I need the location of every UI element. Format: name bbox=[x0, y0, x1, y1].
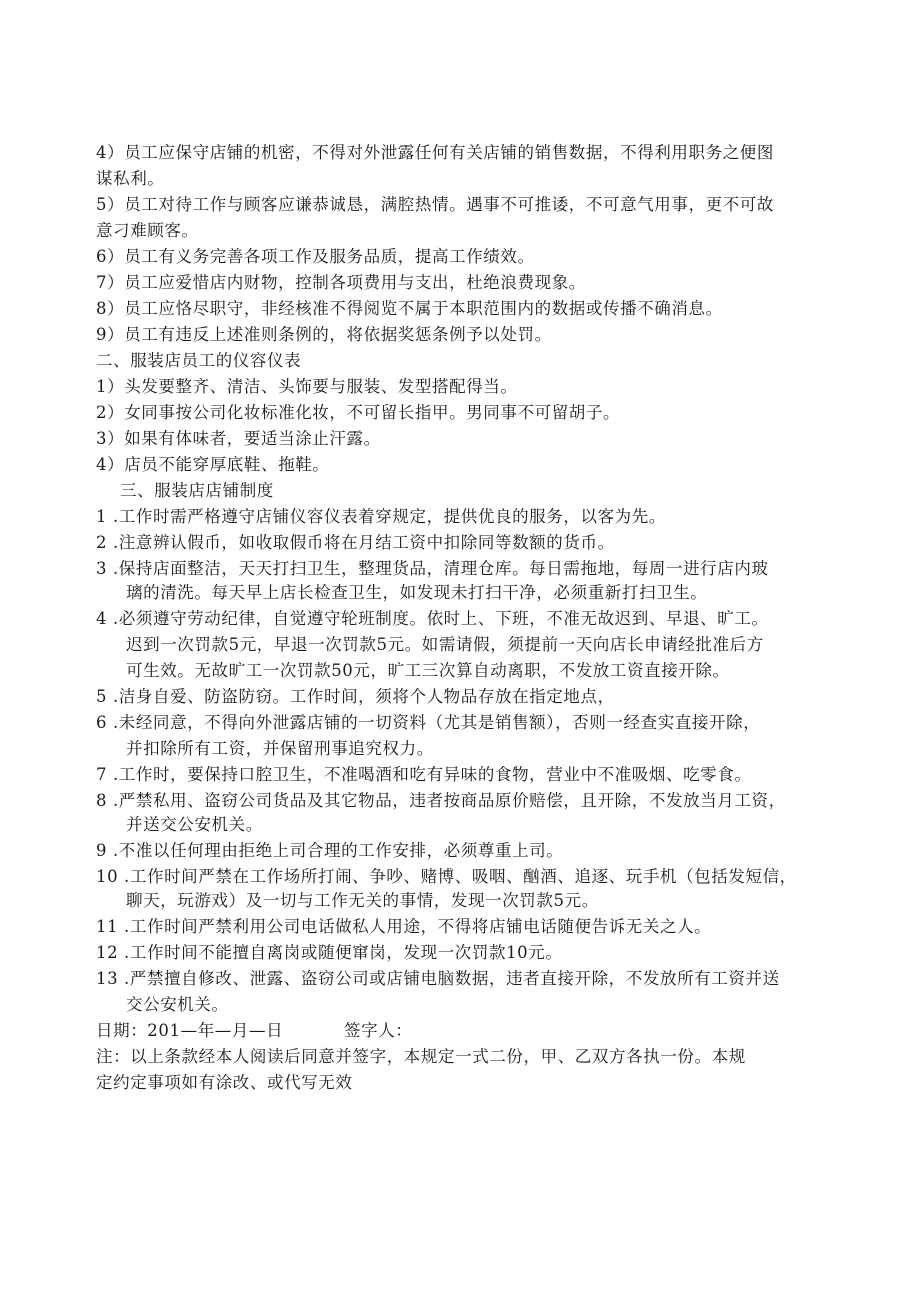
store-rule-8-line-1: 8 .严禁私用、盗窃公司货品及其它物品，违者按商品原价赔偿，且开除，不发放当月工资， bbox=[96, 791, 786, 810]
appearance-item-3: 3）如果有体味者，要适当涂止汗露。 bbox=[96, 429, 381, 448]
rule-6: 6）员工有义务完善各项工作及服务品质，提高工作绩效。 bbox=[96, 247, 535, 266]
rule-7: 7）员工应爱惜店内财物，控制各项费用与支出，杜绝浪费现象。 bbox=[96, 273, 586, 292]
store-rule-4-line-3: 可生效。无故旷工一次罚款50元，旷工三次算自动离职，不发放工资直接开除。 bbox=[126, 661, 730, 680]
appearance-item-1: 1）头发要整齐、清洁、头饰要与服装、发型搭配得当。 bbox=[96, 377, 518, 396]
store-rule-2: 2 .注意辨认假币，如收取假币将在月结工资中扣除同等数额的货币。 bbox=[96, 533, 615, 552]
rule-8: 8）员工应恪尽职守，非经核准不得阅览不属于本职范围内的数据或传播不确消息。 bbox=[96, 299, 723, 318]
date-field: 日期：201—年—月—日 bbox=[96, 1021, 284, 1040]
note-line-2: 定约定事项如有涂改、或代写无效 bbox=[96, 1073, 353, 1092]
note-line-1: 注：以上条款经本人阅读后同意并签字，本规定一式二份，甲、乙双方各执一份。本规 bbox=[96, 1047, 746, 1066]
store-rule-4-line-1: 4 .必须遵守劳动纪律，自觉遵守轮班制度。依时上、下班，不准无故迟到、早退、旷工。 bbox=[96, 609, 769, 628]
appearance-item-4: 4）店员不能穿厚底鞋、拖鞋。 bbox=[96, 455, 330, 474]
store-rule-6-line-1: 6 .未经同意，不得向外泄露店铺的一切资料（尤其是销售额），否则一经查实直接开除， bbox=[96, 713, 761, 732]
store-rule-11: 11 .工作时间严禁利用公司电话做私人用途，不得将店铺电话随便告诉无关之人。 bbox=[96, 917, 712, 936]
store-rule-7: 7 .工作时，要保持口腔卫生，不准喝酒和吃有异味的食物，营业中不准吸烟、吃零食。 bbox=[96, 765, 752, 784]
store-rule-1: 1 .工作时需严格遵守店铺仪容仪表着穿规定，提供优良的服务，以客为先。 bbox=[96, 507, 666, 526]
store-rule-13-line-1: 13 .严禁擅自修改、泄露、盗窃公司或店铺电脑数据，违者直接开除，不发放所有工资并送 bbox=[96, 969, 780, 988]
section-3-heading: 三、服装店店铺制度 bbox=[120, 481, 274, 500]
signature-field: 签字人： bbox=[344, 1021, 413, 1040]
store-rule-6-line-2: 并扣除所有工资，并保留刑事追究权力。 bbox=[126, 739, 434, 758]
store-rule-13-line-2: 交公安机关。 bbox=[126, 995, 229, 1014]
store-rule-8-line-2: 并送交公安机关。 bbox=[126, 815, 263, 834]
store-rule-10-line-2: 聊天，玩游戏）及一切与工作无关的事情，发现一次罚款5元。 bbox=[126, 891, 599, 910]
store-rule-9: 9 .不准以任何理由拒绝上司合理的工作安排，必须尊重上司。 bbox=[96, 841, 564, 860]
store-rule-4-line-2: 迟到一次罚款5元，早退一次罚款5元。如需请假，须提前一天向店长申请经批准后方 bbox=[126, 635, 764, 654]
store-rule-10-line-1: 10 .工作时间严禁在工作场所打闹、争吵、赌博、吸咽、酗酒、追逐、玩手机（包括发短信， bbox=[96, 867, 797, 886]
store-rule-12: 12 .工作时间不能擅自离岗或随便窜岗，发现一次罚款10元。 bbox=[96, 943, 563, 962]
store-rule-5: 5 .洁身自爱、防盗防窃。工作时间，须将个人物品存放在指定地点， bbox=[96, 687, 615, 706]
rule-9: 9）员工有违反上述准则条例的，将依据奖惩条例予以处罚。 bbox=[96, 325, 552, 344]
appearance-item-2: 2）女同事按公司化妆标准化妆，不可留长指甲。男同事不可留胡子。 bbox=[96, 403, 621, 422]
rule-4-line-1: 4）员工应保守店铺的机密，不得对外泄露任何有关店铺的销售数据，不得利用职务之便图 bbox=[96, 143, 774, 162]
store-rule-3-line-2: 璃的清洗。每天早上店长检查卫生，如发现未打扫干净，必须重新打扫卫生。 bbox=[126, 583, 708, 602]
store-rule-3-line-1: 3 .保持店面整洁，天天打扫卫生，整理货品，清理仓库。每日需拖地，每周一进行店内玻 bbox=[96, 559, 769, 578]
rule-5-line-2: 意刁难顾客。 bbox=[96, 221, 199, 240]
rule-5-line-1: 5）员工对待工作与顾客应谦恭诚恳，满腔热情。遇事不可推诿，不可意气用事，更不可故 bbox=[96, 195, 774, 214]
rule-4-line-2: 谋私利。 bbox=[96, 169, 165, 188]
section-2-heading: 二、服装店员工的仪容仪表 bbox=[96, 351, 302, 370]
